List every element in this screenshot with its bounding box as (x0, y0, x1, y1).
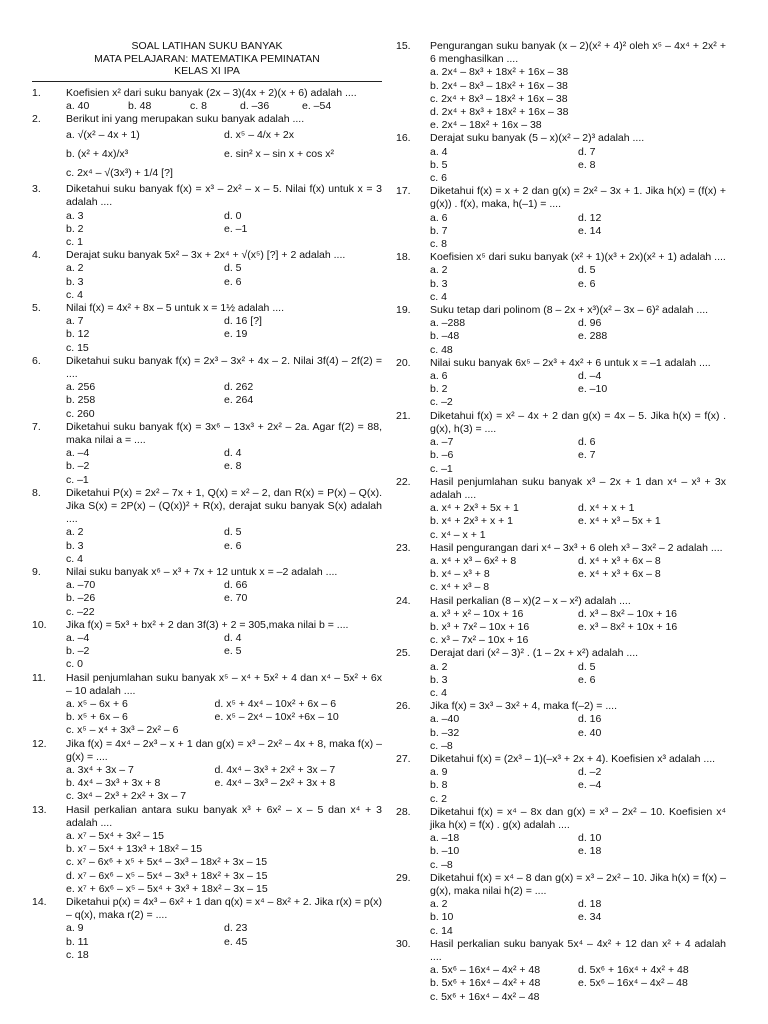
answer-option: a. √(x² – 4x + 1) (66, 129, 140, 142)
answer-option: a. –40 (430, 713, 460, 726)
answer-option: b. 48 (128, 99, 152, 112)
answer-option: d. 5 (224, 526, 242, 539)
answer-option: a. –288 (430, 317, 466, 330)
answer-option: e. 2x⁴ – 18x² + 16x – 38 (430, 119, 542, 132)
question-text: Nilai f(x) = 4x² + 8x – 5 untuk x = 1½ adalah .... (66, 301, 284, 314)
answer-option: c. 4 (66, 552, 83, 565)
question-item (32, 804, 382, 896)
worksheet-title: SOAL LATIHAN SUKU BANYAK (131, 40, 283, 52)
answer-option: c. 48 (430, 343, 453, 356)
question-text: Diketahui f(x) = x² – 4x + 2 dan g(x) = 4x – 5. Jika h(x) = f(x) . g(x), h(3) = .... (430, 409, 726, 435)
answer-option: d. 18 (578, 898, 602, 911)
answer-option: a. x⁷ – 5x⁴ + 3x² – 15 (66, 830, 164, 843)
question-item (396, 476, 726, 542)
question-item (396, 872, 726, 938)
question-list-left (32, 87, 382, 963)
answer-option: a. –4 (66, 447, 90, 460)
answer-option: d. 66 (224, 579, 248, 592)
question-item (32, 566, 382, 619)
answer-options (430, 661, 726, 701)
answer-options (66, 830, 382, 896)
left-column (32, 0, 382, 962)
question-text: Diketahui suku banyak f(x) = 3x⁶ – 13x³ + 2x² – 2a. Agar f(2) = 88, maka nilai a = .... (66, 420, 382, 446)
question-number: 5. (32, 301, 41, 314)
answer-options (430, 608, 726, 648)
question-number: 24. (396, 594, 411, 607)
answer-option: c. 4 (430, 290, 447, 303)
question-text: Jika f(x) = 4x⁴ – 2x³ – x + 1 dan g(x) = x³ – 2x² – 4x + 8, maka f(x) – g(x) = .... (66, 737, 382, 763)
question-text: Derajat dari (x² – 3)² . (1 – 2x + x²) adalah .... (430, 647, 639, 660)
answer-option: d. –36 (240, 99, 270, 112)
answer-option: d. 262 (224, 381, 254, 394)
answer-options (66, 698, 382, 738)
answer-option: c. 15 (66, 341, 89, 354)
question-item (32, 421, 382, 487)
answer-options (430, 898, 726, 938)
answer-option: e. –10 (578, 383, 608, 396)
question-item (32, 896, 382, 962)
question-item (396, 410, 726, 476)
answer-option: c. 8 (430, 238, 447, 251)
answer-option: e. –1 (224, 222, 248, 235)
answer-option: e. x⁷ + 6x⁶ – x⁵ – 5x⁴ + 3x³ + 18x² – 3x – 15 (66, 882, 268, 895)
question-item (32, 355, 382, 421)
question-text: Hasil pengurangan dari x⁴ – 3x³ + 6 oleh x³ – 3x² – 2 adalah .... (430, 541, 723, 554)
answer-option: d. x⁵ + 4x⁴ – 10x² + 6x – 6 (214, 698, 337, 711)
answer-option: b. –32 (430, 726, 460, 739)
answer-options (66, 381, 382, 421)
answer-option: b. 2 (430, 383, 448, 396)
question-number: 10. (32, 618, 47, 631)
question-number: 15. (396, 40, 411, 52)
answer-option: a. 2 (430, 264, 448, 277)
question-number: 12. (32, 737, 47, 750)
answer-option: e. x³ – 8x² + 10x + 16 (578, 620, 678, 633)
answer-option: a. –4 (66, 632, 90, 645)
question-number: 8. (32, 486, 41, 499)
answer-option: d. 0 (224, 209, 242, 222)
answer-options (66, 315, 382, 355)
question-number: 13. (32, 803, 47, 816)
answer-options (66, 764, 382, 804)
answer-option: c. 6 (430, 172, 447, 185)
answer-option: c. 260 (66, 407, 95, 420)
answer-option: a. 6 (430, 370, 448, 383)
answer-options (66, 100, 382, 113)
answer-options (430, 370, 726, 410)
worksheet-header (32, 0, 382, 82)
answer-option: e. 6 (224, 275, 242, 288)
answer-option: e. 19 (224, 328, 248, 341)
answer-option: d. 7 (578, 145, 596, 158)
question-text: Nilai suku banyak x⁶ – x³ + 7x + 12 untuk x = –2 adalah .... (66, 566, 338, 578)
question-list-right (396, 40, 726, 1004)
answer-option: b. 258 (66, 394, 96, 407)
answer-options (66, 526, 382, 566)
question-text: Hasil perkalian antara suku banyak x³ + 6x² – x – 5 dan x⁴ + 3 adalah .... (66, 803, 382, 829)
answer-option: b. 4x⁴ – 3x³ + 3x + 8 (66, 777, 161, 790)
answer-option: b. 3 (66, 275, 84, 288)
question-text: Jika f(x) = 5x³ + bx² + 2 dan 3f(3) + 2 = 305,maka nilai b = .... (66, 618, 349, 631)
answer-option: c. –1 (430, 462, 453, 475)
answer-option: d. 4x⁴ – 3x³ + 2x² + 3x – 7 (214, 764, 336, 777)
answer-option: e. 45 (224, 935, 248, 948)
question-item (396, 806, 726, 872)
question-number: 30. (396, 937, 411, 950)
answer-option: c. x⁴ + x³ – 8 (430, 581, 490, 594)
answer-option: a. 40 (66, 99, 90, 112)
question-number: 25. (396, 647, 411, 660)
question-text: Derajat suku banyak 5x² – 3x + 2x⁴ + √(x⁵) [?] + 2 adalah .... (66, 249, 346, 262)
question-text: Hasil perkalian suku banyak 5x⁴ – 4x² + 12 dan x² + 4 adalah .... (430, 937, 726, 964)
answer-option: b. x⁴ + 2x³ + x + 1 (430, 515, 514, 528)
question-text: Suku tetap dari polinom (8 – 2x + x³)(x² – 3x – 6)² adalah .... (430, 304, 709, 317)
question-number: 22. (396, 475, 411, 488)
answer-option: d. 5 (224, 262, 242, 275)
answer-option: e. 70 (224, 592, 248, 605)
question-item (32, 183, 382, 249)
answer-option: b. x⁵ + 6x – 6 (66, 711, 128, 724)
answer-option: b. –10 (430, 845, 460, 858)
answer-option: a. x⁴ + x³ – 6x² + 8 (430, 554, 517, 567)
question-item (396, 40, 726, 132)
answer-option: a. 2 (66, 526, 84, 539)
question-item (32, 487, 382, 566)
answer-option: c. –2 (430, 396, 453, 409)
question-number: 4. (32, 249, 41, 262)
answer-option: e. 8 (224, 460, 242, 473)
answer-option: e. 6 (578, 673, 596, 686)
answer-options (430, 264, 726, 304)
answer-option: b. –2 (66, 460, 90, 473)
question-text: Nilai suku banyak 6x⁵ – 2x³ + 4x² + 6 untuk x = –1 adalah .... (430, 356, 711, 369)
answer-option: c. –8 (430, 739, 453, 752)
question-item (396, 132, 726, 185)
question-text: Koefisien x⁵ dari suku banyak (x² + 1)(x³ + 2x)(x² + 1) adalah .... (430, 251, 726, 264)
question-text: Koefisien x² dari suku banyak (2x – 3)(4x + 2)(x + 6) adalah .... (66, 86, 357, 99)
question-number: 29. (396, 871, 411, 884)
answer-option: b. 3 (430, 277, 448, 290)
question-item (32, 113, 382, 183)
answer-option: b. 10 (430, 911, 454, 924)
answer-options (430, 555, 726, 595)
question-text: Diketahui p(x) = 4x³ – 6x² + 1 dan q(x) = x⁴ – 8x² + 2. Jika r(x) = p(x) – q(x), maka r(2) = .... (66, 896, 382, 922)
answer-option: c. 14 (430, 924, 453, 937)
answer-options (430, 766, 726, 806)
answer-options (430, 436, 726, 476)
answer-option: b. –48 (430, 330, 460, 343)
answer-options (66, 447, 382, 487)
question-text: Hasil penjumlahan suku banyak x⁵ – x⁴ + 5x² + 4 dan x⁴ – 5x² + 6x – 10 adalah .... (66, 671, 382, 697)
answer-option: d. 12 (578, 211, 602, 224)
answer-option: e. 14 (578, 224, 602, 237)
answer-option: a. 3 (66, 209, 84, 222)
answer-option: d. 96 (578, 317, 602, 330)
question-number: 26. (396, 700, 411, 713)
answer-option: b. x³ + 7x² – 10x + 16 (430, 620, 530, 633)
answer-option: e. x⁴ + x³ – 5x + 1 (578, 515, 661, 528)
answer-option: d. x⁵ – 4/x + 2x (224, 129, 295, 142)
question-number: 1. (32, 86, 41, 99)
answer-option: c. 4 (430, 686, 447, 699)
answer-option: d. 16 (578, 713, 602, 726)
answer-options (430, 502, 726, 542)
question-text: Diketahui suku banyak f(x) = x³ – 2x² – x – 5. Nilai f(x) untuk x = 3 adalah .... (66, 183, 382, 209)
answer-option: c. 3x⁴ – 2x³ + 2x² + 3x – 7 (66, 790, 187, 803)
answer-options (430, 146, 726, 186)
answer-option: a. x⁵ – 6x + 6 (66, 698, 128, 711)
question-number: 27. (396, 752, 411, 765)
answer-option: c. 1 (66, 235, 83, 248)
question-item (396, 185, 726, 251)
answer-option: d. 4 (224, 632, 242, 645)
answer-option: e. –4 (578, 779, 602, 792)
question-item (32, 619, 382, 672)
answer-option: e. x⁵ – 2x⁴ – 10x² +6x – 10 (214, 711, 339, 724)
question-number: 2. (32, 112, 41, 125)
question-item (396, 251, 726, 304)
header-divider (32, 81, 382, 82)
answer-option: d. 5 (578, 264, 596, 277)
question-number: 11. (32, 671, 46, 684)
answer-option: e. 7 (578, 449, 596, 462)
answer-option: e. 6 (224, 539, 242, 552)
answer-option: b. 5x⁶ + 16x⁴ – 4x² + 48 (430, 977, 541, 990)
answer-option: d. 10 (578, 832, 602, 845)
question-item (396, 357, 726, 410)
answer-option: c. 5x⁶ + 16x⁴ – 4x² – 48 (430, 990, 540, 1003)
question-item (396, 304, 726, 357)
answer-option: a. 5x⁶ – 16x⁴ – 4x² + 48 (430, 964, 541, 977)
answer-option: c. 0 (66, 658, 83, 671)
answer-option: c. –8 (430, 858, 453, 871)
answer-option: e. 288 (578, 330, 608, 343)
question-item (396, 938, 726, 1004)
question-number: 19. (396, 304, 411, 317)
answer-option: c. x³ – 7x² – 10x + 16 (430, 634, 529, 647)
answer-option: c. –22 (66, 605, 95, 618)
answer-option: b. 3 (430, 673, 448, 686)
answer-option: a. 2 (66, 262, 84, 275)
answer-option: a. 9 (430, 766, 448, 779)
answer-option: c. 2x⁴ – √(3x³) + 1/4 [?] (66, 167, 173, 180)
answer-option: a. x³ + x² – 10x + 16 (430, 607, 524, 620)
answer-options (430, 713, 726, 753)
answer-option: a. 2 (430, 660, 448, 673)
answer-option: a. –18 (430, 832, 460, 845)
question-text: Diketahui f(x) = (2x³ – 1)(–x³ + 2x + 4). Koefisien x³ adalah .... (430, 752, 716, 765)
question-text: Pengurangan suku banyak (x – 2)(x² + 4)² oleh x⁵ – 4x⁴ + 2x² + 6 menghasilkan .... (430, 40, 726, 66)
answer-option: a. 2x⁴ – 8x³ + 18x² + 16x – 38 (430, 66, 569, 79)
answer-option: c. –1 (66, 473, 89, 486)
answer-options (66, 922, 382, 962)
question-text: Diketahui f(x) = x + 2 dan g(x) = 2x² – 3x + 1. Jika h(x) = (f(x) + g(x)) . f(x), maka, h(–1) = .... (430, 185, 726, 211)
answer-option: a. 256 (66, 381, 96, 394)
answer-option: b. 8 (430, 779, 448, 792)
answer-option: a. 2 (430, 898, 448, 911)
answer-option: b. (x² + 4x)/x³ (66, 148, 129, 161)
answer-option: d. 5x⁶ + 16x⁴ + 4x² + 48 (578, 964, 689, 977)
answer-option: e. 5 (224, 645, 242, 658)
answer-option: e. 6 (578, 277, 596, 290)
answer-option: e. x⁴ + x³ + 6x – 8 (578, 568, 661, 581)
question-item (396, 595, 726, 648)
answer-option: e. 40 (578, 726, 602, 739)
question-number: 18. (396, 251, 411, 264)
question-text: Jika f(x) = 3x³ – 3x² + 4, maka f(–2) = .... (430, 700, 618, 713)
question-item (396, 753, 726, 806)
question-number: 3. (32, 183, 41, 196)
question-item (396, 542, 726, 595)
question-item (32, 249, 382, 302)
answer-options (430, 832, 726, 872)
question-text: Diketahui f(x) = x⁴ – 8x dan g(x) = x³ – 2x² – 10. Koefisien x⁴ jika h(x) = f(x) . g(x) adalah .... (430, 805, 726, 831)
answer-option: a. 7 (66, 315, 84, 328)
answer-option: b. 11 (66, 935, 89, 948)
answer-option: b. x⁷ – 5x⁴ + 13x³ + 18x² – 15 (66, 843, 203, 856)
answer-options (430, 317, 726, 357)
answer-option: e. 5x⁶ – 16x⁴ – 4x² – 48 (578, 977, 688, 990)
answer-option: a. x⁴ + 2x³ + 5x + 1 (430, 502, 519, 515)
answer-option: c. x⁵ – x⁴ + 3x³ – 2x² – 6 (66, 724, 179, 737)
answer-options (430, 66, 726, 132)
answer-option: d. 23 (224, 922, 248, 935)
class-line: KELAS XI IPA (174, 65, 240, 77)
question-text: Hasil perkalian (8 – x)(2 – x – x²) adalah .... (430, 594, 631, 607)
answer-option: d. 16 [?] (224, 315, 262, 328)
answer-option: b. 2x⁴ – 8x³ – 18x² + 16x – 38 (430, 79, 568, 92)
question-number: 14. (32, 896, 47, 909)
answer-option: b. 3 (66, 539, 84, 552)
answer-option: a. 9 (66, 922, 84, 935)
answer-options (66, 262, 382, 302)
answer-options (66, 126, 382, 183)
answer-options (430, 964, 726, 1004)
question-text: Hasil penjumlahan suku banyak x³ – 2x + 1 dan x⁴ – x³ + 3x adalah .... (430, 475, 726, 501)
answer-option: d. x⁷ – 6x⁶ – x⁵ – 5x⁴ – 3x³ + 18x² + 3x – 15 (66, 869, 268, 882)
answer-option: a. 4 (430, 145, 448, 158)
answer-option: d. 5 (578, 660, 596, 673)
answer-option: b. –6 (430, 449, 454, 462)
answer-option: e. 4x⁴ – 3x³ – 2x² + 3x + 8 (214, 777, 336, 790)
answer-option: c. 18 (66, 948, 89, 961)
answer-option: e. 8 (578, 158, 596, 171)
answer-option: b. x⁴ – x³ + 8 (430, 568, 490, 581)
question-text: Derajat suku banyak (5 – x)(x² – 2)³ adalah .... (430, 132, 645, 145)
answer-options (66, 632, 382, 672)
answer-option: b. –26 (66, 592, 96, 605)
question-text: Diketahui suku banyak f(x) = 2x³ – 3x² + 4x – 2. Nilai 3f(4) – 2f(2) = .... (66, 354, 382, 380)
question-number: 21. (396, 409, 411, 422)
answer-option: d. 2x⁴ + 8x³ + 18x² + 16x – 38 (430, 106, 569, 119)
answer-option: d. x⁴ + x³ + 6x – 8 (578, 554, 661, 567)
question-text: Berikut ini yang merupakan suku banyak adalah .... (66, 112, 305, 125)
answer-options (66, 579, 382, 619)
question-item (396, 700, 726, 753)
right-column (396, 0, 726, 1004)
answer-option: e. –54 (302, 99, 332, 112)
answer-option: b. 7 (430, 224, 448, 237)
answer-option: c. x⁷ – 6x⁶ + x⁵ + 5x⁴ – 3x³ – 18x² + 3x – 15 (66, 856, 268, 869)
question-item (32, 302, 382, 355)
answer-option: c. 8 (190, 99, 207, 112)
question-number: 7. (32, 420, 41, 433)
answer-option: c. 2 (430, 792, 447, 805)
answer-options (66, 210, 382, 250)
answer-option: b. –2 (66, 645, 90, 658)
answer-option: d. 6 (578, 436, 596, 449)
answer-option: e. 18 (578, 845, 602, 858)
answer-option: c. x⁴ – x + 1 (430, 528, 486, 541)
answer-option: b. 5 (430, 158, 448, 171)
answer-option: a. –70 (66, 579, 96, 592)
question-number: 23. (396, 541, 411, 554)
answer-options (430, 212, 726, 252)
answer-option: e. 264 (224, 394, 254, 407)
question-number: 28. (396, 805, 411, 818)
answer-option: d. x³ – 8x² – 10x + 16 (578, 607, 677, 620)
question-item (32, 672, 382, 738)
answer-option: e. 34 (578, 911, 602, 924)
question-item (32, 87, 382, 113)
subject-line: MATA PELAJARAN: MATEMATIKA PEMINATAN (94, 52, 320, 65)
question-item (396, 647, 726, 700)
answer-option: b. 2 (66, 222, 84, 235)
question-number: 9. (32, 566, 41, 578)
answer-option: a. 3x⁴ + 3x – 7 (66, 764, 134, 777)
answer-option: a. 6 (430, 211, 448, 224)
answer-option: d. –4 (578, 370, 602, 383)
answer-option: b. 12 (66, 328, 90, 341)
answer-option: c. 4 (66, 288, 83, 301)
question-number: 20. (396, 356, 411, 369)
question-number: 17. (396, 185, 411, 198)
answer-option: d. 4 (224, 447, 242, 460)
question-number: 6. (32, 354, 41, 367)
answer-option: e. sin² x – sin x + cos x² (224, 148, 334, 161)
question-text: Diketahui P(x) = 2x² – 7x + 1, Q(x) = x² – 2, dan R(x) = P(x) – Q(x). Jika S(x) = 2P(x) – (Q(x))² + R(x), derajat suku banyak S(x) adalah .... (66, 486, 382, 526)
question-item (32, 738, 382, 804)
answer-option: c. 2x⁴ + 8x³ – 18x² + 16x – 38 (430, 92, 568, 105)
answer-option: a. –7 (430, 436, 454, 449)
question-text: Diketahui f(x) = x⁴ – 8 dan g(x) = x³ – 2x² – 10. Jika h(x) = f(x) – g(x), maka nilai h(2) = .... (430, 871, 726, 897)
question-number: 16. (396, 132, 411, 145)
answer-option: d. –2 (578, 766, 602, 779)
answer-option: d. x⁴ + x + 1 (578, 502, 635, 515)
